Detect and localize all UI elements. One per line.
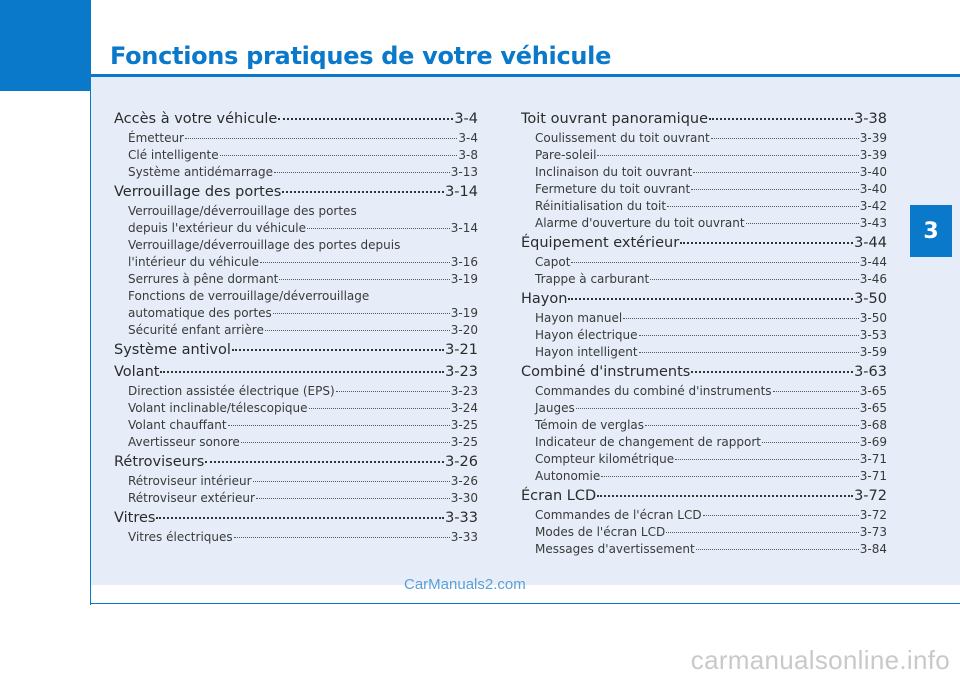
- toc-page-number: 3-69: [859, 435, 887, 449]
- toc-dot-leader: [623, 318, 859, 319]
- toc-page-number: 3-14: [445, 184, 478, 200]
- toc-page-number: 3-40: [859, 165, 887, 179]
- toc-entry-title: Direction assistée électrique (EPS): [128, 384, 335, 398]
- toc-dot-leader: [709, 118, 853, 120]
- toc-subentry[interactable]: [521, 524, 887, 541]
- toc-dot-leader: [279, 279, 449, 280]
- toc-page-number: 3-13: [450, 165, 478, 179]
- toc-subentry[interactable]: [521, 383, 887, 400]
- toc-subentry[interactable]: [114, 322, 478, 339]
- toc-left-column: [114, 108, 478, 546]
- toc-dot-leader: [278, 118, 453, 120]
- toc-subentry[interactable]: [114, 130, 478, 147]
- toc-entry-title: l'intérieur du véhicule: [128, 255, 260, 269]
- toc-subentry[interactable]: [114, 203, 478, 220]
- toc-subentry[interactable]: [114, 271, 478, 288]
- toc-page-number: 3-63: [854, 364, 887, 380]
- toc-page-number: 3-39: [859, 131, 887, 145]
- toc-dot-leader: [307, 228, 450, 229]
- toc-page-number: 3-19: [450, 306, 478, 320]
- toc-subentry[interactable]: [114, 473, 478, 490]
- toc-entry-title: Modes de l'écran LCD: [535, 525, 666, 539]
- toc-dot-leader: [597, 495, 853, 497]
- toc-page-number: 3-44: [859, 255, 887, 269]
- toc-subentry[interactable]: [114, 147, 478, 164]
- toc-entry-title: Fonctions de verrouillage/déverrouillage: [128, 289, 370, 303]
- toc-entry-title: Fermeture du toit ouvrant: [535, 182, 691, 196]
- toc-subentry[interactable]: [521, 434, 887, 451]
- toc-dot-leader: [675, 459, 859, 460]
- toc-page-number: 3-4: [458, 131, 478, 145]
- toc-page-number: 3-72: [854, 488, 887, 504]
- toc-entry-title: Jauges: [535, 401, 575, 415]
- toc-entry-title: Écran LCD: [521, 488, 597, 504]
- toc-section-entry[interactable]: [521, 288, 887, 310]
- toc-subentry[interactable]: [521, 147, 887, 164]
- toc-page-number: 3-4: [454, 111, 478, 127]
- toc-entry-title: Verrouillage/déverrouillage des portes: [128, 204, 357, 218]
- toc-section-entry[interactable]: [521, 232, 887, 254]
- toc-subentry[interactable]: [521, 451, 887, 468]
- toc-dot-leader: [309, 408, 450, 409]
- toc-subentry[interactable]: [521, 198, 887, 215]
- toc-entry-title: Témoin de verglas: [535, 418, 645, 432]
- toc-entry-title: Toit ouvrant panoramique: [521, 111, 709, 127]
- toc-entry-title: Hayon manuel: [535, 311, 623, 325]
- toc-subentry[interactable]: [114, 529, 478, 546]
- toc-subentry[interactable]: [521, 400, 887, 417]
- toc-entry-title: Équipement extérieur: [521, 235, 680, 251]
- toc-entry-title: Avertisseur sonore: [128, 435, 240, 449]
- toc-section-entry[interactable]: [521, 361, 887, 383]
- toc-entry-title: Compteur kilométrique: [535, 452, 675, 466]
- toc-page-number: 3-59: [859, 345, 887, 359]
- toc-entry-title: Verrouillage des portes: [114, 184, 282, 200]
- toc-page-number: 3-30: [450, 491, 478, 505]
- toc-dot-leader: [773, 391, 859, 392]
- toc-page-number: 3-39: [859, 148, 887, 162]
- toc-subentry[interactable]: [114, 305, 478, 322]
- toc-subentry[interactable]: [521, 344, 887, 361]
- toc-subentry[interactable]: [114, 237, 478, 254]
- toc-page-number: 3-25: [450, 435, 478, 449]
- toc-dot-leader: [253, 481, 450, 482]
- toc-entry-title: Accès à votre véhicule: [114, 111, 278, 127]
- toc-dot-leader: [256, 498, 450, 499]
- toc-dot-leader: [667, 206, 859, 207]
- toc-dot-leader: [650, 279, 859, 280]
- toc-section-entry[interactable]: [114, 108, 478, 130]
- toc-dot-leader: [762, 442, 859, 443]
- chapter-corner-block: [0, 0, 91, 91]
- toc-dot-leader: [265, 330, 450, 331]
- toc-section-entry[interactable]: [114, 181, 478, 203]
- toc-page-number: 3-16: [450, 255, 478, 269]
- toc-page-number: 3-50: [859, 311, 887, 325]
- toc-dot-leader: [185, 138, 457, 139]
- toc-page-number: 3-43: [859, 216, 887, 230]
- toc-entry-title: Réinitialisation du toit: [535, 199, 667, 213]
- toc-entry-title: Système antidémarrage: [128, 165, 273, 179]
- toc-right-column: [521, 108, 887, 558]
- toc-page-number: 3-71: [859, 452, 887, 466]
- toc-subentry[interactable]: [521, 130, 887, 147]
- toc-dot-leader: [568, 298, 853, 300]
- toc-subentry[interactable]: [521, 215, 887, 232]
- toc-page-number: 3-19: [450, 272, 478, 286]
- toc-dot-leader: [746, 223, 859, 224]
- toc-dot-leader: [282, 191, 444, 193]
- toc-entry-title: Émetteur: [128, 131, 184, 145]
- toc-entry-title: Commandes du combiné d'instruments: [535, 384, 772, 398]
- toc-entry-title: Indicateur de changement de rapport: [535, 435, 761, 449]
- toc-dot-leader: [273, 313, 450, 314]
- toc-entry-title: Alarme d'ouverture du toit ouvrant: [535, 216, 745, 230]
- toc-page-number: 3-68: [859, 418, 887, 432]
- toc-subentry[interactable]: [114, 490, 478, 507]
- toc-dot-leader: [576, 408, 859, 409]
- toc-subentry[interactable]: [521, 271, 887, 288]
- toc-page-number: 3-65: [859, 384, 887, 398]
- toc-page-number: 3-26: [445, 454, 478, 470]
- toc-entry-title: depuis l'extérieur du véhicule: [128, 221, 307, 235]
- toc-subentry[interactable]: [521, 164, 887, 181]
- toc-dot-leader: [645, 425, 859, 426]
- toc-dot-leader: [234, 537, 450, 538]
- toc-page-number: 3-8: [458, 148, 478, 162]
- toc-page-number: 3-44: [854, 235, 887, 251]
- toc-dot-leader: [691, 189, 859, 190]
- toc-dot-leader: [274, 172, 450, 173]
- toc-entry-title: Hayon intelligent: [535, 345, 638, 359]
- toc-dot-leader: [205, 461, 444, 463]
- toc-entry-title: Volant chauffant: [128, 418, 227, 432]
- toc-subentry[interactable]: [114, 220, 478, 237]
- toc-page-number: 3-20: [450, 323, 478, 337]
- toc-dot-leader: [228, 425, 450, 426]
- toc-page-number: 3-46: [859, 272, 887, 286]
- toc-entry-title: automatique des portes: [128, 306, 272, 320]
- toc-dot-leader: [693, 172, 858, 173]
- toc-section-entry[interactable]: [521, 108, 887, 130]
- toc-dot-leader: [680, 242, 853, 244]
- toc-entry-title: Capot: [535, 255, 571, 269]
- toc-entry-title: Volant: [114, 364, 160, 380]
- toc-dot-leader: [711, 138, 859, 139]
- toc-subentry[interactable]: [521, 327, 887, 344]
- toc-subentry[interactable]: [521, 507, 887, 524]
- toc-entry-title: Vitres: [114, 510, 156, 526]
- toc-dot-leader: [597, 155, 858, 156]
- toc-entry-title: Autonomie: [535, 469, 601, 483]
- toc-entry-title: Combiné d'instruments: [521, 364, 691, 380]
- toc-entry-title: Trappe à carburant: [535, 272, 650, 286]
- toc-page-number: 3-40: [859, 182, 887, 196]
- toc-entry-title: Rétroviseur extérieur: [128, 491, 255, 505]
- toc-page-number: 3-23: [445, 364, 478, 380]
- toc-subentry[interactable]: [114, 417, 478, 434]
- chapter-tab[interactable]: 3: [910, 205, 952, 257]
- toc-page-number: 3-42: [859, 199, 887, 213]
- toc-section-entry[interactable]: [114, 451, 478, 473]
- toc-page-number: 3-25: [450, 418, 478, 432]
- toc-section-entry[interactable]: [114, 339, 478, 361]
- toc-page-number: 3-24: [450, 401, 478, 415]
- toc-dot-leader: [232, 349, 444, 351]
- toc-page-number: 3-53: [859, 328, 887, 342]
- toc-page-number: 3-71: [859, 469, 887, 483]
- toc-page-number: 3-72: [859, 508, 887, 522]
- toc-subentry[interactable]: [114, 288, 478, 305]
- toc-entry-title: Hayon: [521, 291, 568, 307]
- toc-entry-title: Rétroviseur intérieur: [128, 474, 252, 488]
- bottom-rule: [91, 603, 960, 604]
- toc-section-entry[interactable]: [114, 507, 478, 529]
- toc-page-number: 3-33: [450, 530, 478, 544]
- toc-page-number: 3-26: [450, 474, 478, 488]
- toc-subentry[interactable]: [521, 181, 887, 198]
- toc-entry-title: Hayon électrique: [535, 328, 638, 342]
- toc-dot-leader: [160, 371, 444, 373]
- toc-subentry[interactable]: [114, 254, 478, 271]
- toc-subentry[interactable]: [521, 254, 887, 271]
- toc-entry-title: Verrouillage/déverrouillage des portes depuis: [128, 238, 401, 252]
- toc-entry-title: Volant inclinable/télescopique: [128, 401, 308, 415]
- toc-dot-leader: [260, 262, 450, 263]
- toc-page-number: 3-73: [859, 525, 887, 539]
- toc-subentry[interactable]: [114, 383, 478, 400]
- toc-subentry[interactable]: [521, 541, 887, 558]
- toc-page-number: 3-65: [859, 401, 887, 415]
- toc-dot-leader: [601, 476, 859, 477]
- toc-dot-leader: [336, 391, 450, 392]
- toc-entry-title: Inclinaison du toit ouvrant: [535, 165, 693, 179]
- toc-page-number: 3-84: [859, 542, 887, 556]
- toc-subentry[interactable]: [521, 468, 887, 485]
- toc-entry-title: Rétroviseurs: [114, 454, 205, 470]
- watermark-footer: carmanualsonline.info: [690, 645, 950, 675]
- toc-subentry[interactable]: [521, 310, 887, 327]
- toc-entry-title: Messages d'avertissement: [535, 542, 695, 556]
- toc-entry-title: Vitres électriques: [128, 530, 233, 544]
- toc-dot-leader: [220, 155, 458, 156]
- toc-page-number: 3-21: [445, 342, 478, 358]
- toc-dot-leader: [691, 371, 853, 373]
- toc-subentry[interactable]: [521, 417, 887, 434]
- toc-subentry[interactable]: [114, 434, 478, 451]
- toc-page-number: 3-38: [854, 111, 887, 127]
- toc-dot-leader: [666, 532, 859, 533]
- toc-dot-leader: [639, 335, 859, 336]
- toc-page-number: 3-33: [445, 510, 478, 526]
- toc-entry-title: Clé intelligente: [128, 148, 219, 162]
- toc-page-number: 3-14: [450, 221, 478, 235]
- toc-subentry[interactable]: [114, 164, 478, 181]
- toc-dot-leader: [696, 549, 859, 550]
- toc-entry-title: Commandes de l'écran LCD: [535, 508, 702, 522]
- toc-dot-leader: [571, 262, 858, 263]
- toc-entry-title: Coulissement du toit ouvrant: [535, 131, 710, 145]
- toc-page-number: 3-23: [450, 384, 478, 398]
- toc-section-entry[interactable]: [521, 485, 887, 507]
- toc-dot-leader: [156, 517, 444, 519]
- toc-dot-leader: [241, 442, 450, 443]
- toc-entry-title: Système antivol: [114, 342, 231, 358]
- toc-page-number: 3-50: [854, 291, 887, 307]
- toc-section-entry[interactable]: [114, 361, 478, 383]
- page-title: Fonctions pratiques de votre véhicule: [110, 42, 612, 70]
- toc-entry-title: Pare-soleil: [535, 148, 597, 162]
- watermark-carmanuals: CarManuals2.com: [404, 576, 526, 593]
- toc-entry-title: Sécurité enfant arrière: [128, 323, 264, 337]
- toc-entry-title: Serrures à pêne dormant: [128, 272, 279, 286]
- toc-dot-leader: [639, 352, 859, 353]
- toc-dot-leader: [703, 515, 859, 516]
- toc-subentry[interactable]: [114, 400, 478, 417]
